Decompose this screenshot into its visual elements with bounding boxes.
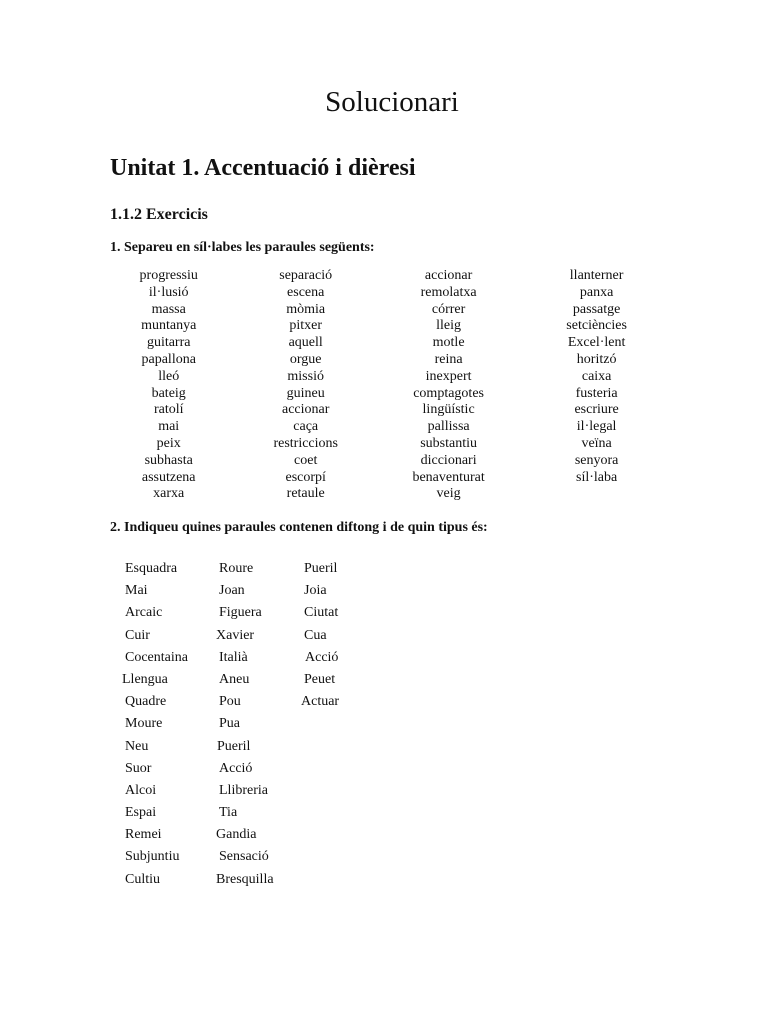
word-cell: il·lusió [148, 284, 189, 300]
word-cell: reina [434, 351, 463, 367]
word-cell: pallissa [427, 419, 470, 435]
word-cell: Pueril [304, 561, 338, 576]
word-cell: Suor [125, 760, 152, 776]
word-cell: escorpí [285, 469, 326, 485]
word-cell: Acció [219, 760, 253, 776]
word-cell: Llengua [122, 671, 168, 687]
word-cell: Gandia [216, 827, 257, 843]
table-row [110, 335, 670, 352]
table-row [110, 453, 670, 470]
word-cell: Tia [219, 805, 238, 821]
word-cell: accionar [281, 402, 330, 418]
word-cell: Cuir [125, 627, 150, 643]
word-cell: subhasta [144, 452, 193, 468]
word-cell: setciències [566, 318, 627, 334]
word-cell: motle [432, 335, 465, 351]
word-cell: Espai [125, 805, 157, 821]
word-cell: Pueril [217, 738, 251, 754]
word-cell: Remei [125, 827, 162, 843]
word-cell: aquell [288, 335, 323, 351]
table-row [110, 470, 670, 487]
word-cell: Bresquilla [216, 871, 274, 887]
word-cell: panxa [579, 284, 614, 300]
word-cell: retaule [286, 486, 325, 502]
table-row [110, 352, 670, 369]
unit-heading: Unitat 1. Accentuació i dièresi [110, 155, 416, 181]
word-cell: coet [294, 452, 318, 468]
word-cell: Roure [219, 561, 254, 576]
word-cell: progressiu [139, 268, 198, 283]
word-cell: Pua [219, 716, 240, 732]
section-heading: 1.1.2 Exercicis [110, 206, 208, 223]
word-cell: ratolí [153, 402, 184, 418]
word-cell: Cultiu [125, 871, 161, 887]
word-cell: restriccions [273, 435, 338, 451]
word-cell: Aneu [219, 671, 250, 687]
word-cell: mòmia [286, 301, 326, 317]
word-cell: lingüístic [422, 402, 475, 418]
table-row [110, 419, 670, 436]
word-cell: Xavier [216, 627, 255, 643]
word-cell: horitzó [576, 351, 617, 367]
word-cell: fusteria [575, 385, 618, 401]
word-cell: passatge [572, 301, 621, 317]
word-cell: veïna [581, 435, 612, 451]
word-cell: córrer [431, 301, 466, 317]
word-cell: caça [293, 419, 319, 435]
word-cell: inexpert [425, 368, 472, 384]
word-cell: il·legal [576, 419, 617, 435]
exercise-1-prompt: 1. Separeu en síl·labes les paraules següents: [110, 240, 375, 255]
word-cell: Esquadra [125, 561, 178, 576]
syllable-word-table [110, 268, 670, 503]
word-cell: Cua [304, 627, 327, 643]
word-cell: orgue [289, 351, 322, 367]
word-cell: Subjuntiu [125, 849, 180, 865]
table-row [110, 436, 670, 453]
word-cell: guitarra [146, 335, 191, 351]
word-cell: Ciutat [304, 605, 339, 621]
word-cell: Actuar [301, 694, 340, 710]
word-cell: missió [287, 368, 324, 384]
word-cell: substantiu [420, 435, 477, 451]
word-cell: peix [156, 435, 181, 451]
word-cell: pitxer [289, 318, 323, 334]
word-cell: síl·laba [576, 469, 618, 485]
word-cell: accionar [424, 268, 473, 283]
word-cell: papallona [141, 351, 196, 367]
word-cell: Quadre [125, 694, 167, 710]
word-cell: Arcaic [125, 605, 163, 621]
word-cell: xarxa [153, 486, 185, 502]
word-cell: Italià [219, 649, 248, 665]
word-cell: separació [279, 268, 333, 283]
word-cell: muntanya [141, 318, 197, 334]
word-cell: Moure [125, 716, 163, 732]
word-cell [523, 486, 670, 503]
word-cell: Llibreria [219, 782, 268, 798]
word-cell: Peuet [304, 671, 336, 687]
word-cell: escriure [574, 402, 619, 418]
table-row [110, 486, 670, 503]
word-cell: remolatxa [420, 284, 477, 300]
word-cell: massa [151, 301, 186, 317]
word-cell: Joia [304, 583, 327, 599]
word-cell: Pou [219, 694, 241, 710]
word-cell: lleig [436, 318, 462, 334]
word-cell: diccionari [420, 452, 477, 468]
word-cell: Neu [125, 738, 149, 754]
table-row [110, 268, 670, 285]
table-row [110, 386, 670, 403]
word-cell: veig [436, 486, 461, 502]
word-cell: Mai [125, 583, 148, 599]
table-row [110, 318, 670, 335]
word-cell: Acció [305, 649, 339, 665]
document-title: Solucionari [325, 86, 459, 118]
word-cell: Sensació [219, 849, 269, 865]
word-cell: Figuera [219, 605, 262, 621]
word-cell: guineu [286, 385, 325, 401]
table-row [110, 369, 670, 386]
word-cell: escena [287, 284, 325, 300]
word-cell: Joan [219, 583, 245, 599]
word-cell: mai [158, 419, 180, 435]
word-cell: bateig [151, 385, 186, 401]
word-cell: caixa [581, 368, 612, 384]
word-cell: comptagotes [413, 385, 484, 401]
table-row [110, 285, 670, 302]
word-cell: lleó [158, 368, 180, 384]
word-cell: Cocentaina [125, 649, 188, 665]
word-cell: senyora [574, 452, 619, 468]
word-cell: Alcoi [125, 782, 157, 798]
word-cell: benaventurat [412, 469, 485, 485]
word-cell: assutzena [141, 469, 196, 485]
word-cell: Excel·lent [567, 335, 626, 351]
word-cell: llanterner [569, 268, 624, 283]
table-row [110, 302, 670, 319]
table-row [110, 402, 670, 419]
exercise-2-prompt: 2. Indiqueu quines paraules contenen diftong i de quin tipus és: [110, 520, 488, 535]
